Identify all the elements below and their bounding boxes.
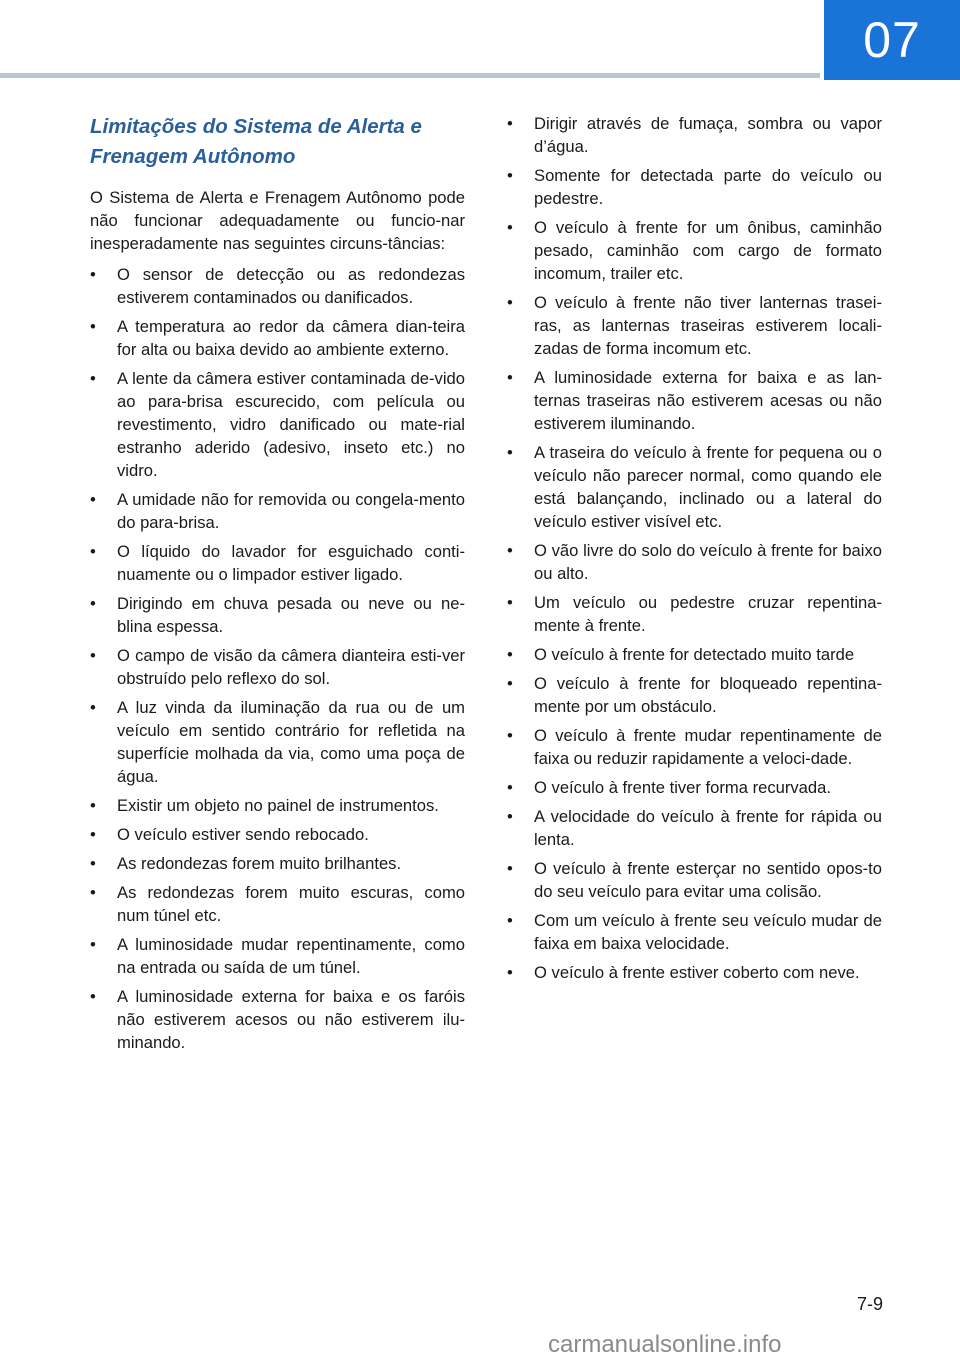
chapter-tab — [824, 0, 960, 80]
bullet-icon: • — [507, 645, 513, 664]
bullet-icon: • — [90, 883, 96, 902]
chapter-number: 07 — [863, 12, 921, 68]
bullet-icon: • — [507, 593, 513, 612]
list-item: • O veículo à frente for detectado muito tarde — [507, 645, 855, 664]
list-item: • O veículo à frente for um ônibus, caminhão pesado, caminhão com cargo de formato incomum, trailer etc. — [507, 218, 882, 283]
list-item: • Somente for detectada parte do veículo ou pedestre. — [507, 166, 882, 208]
left-column — [90, 112, 465, 1060]
list-item: • A umidade não for removida ou congela-mento do para-brisa. — [90, 490, 465, 532]
bullet-icon: • — [90, 490, 96, 509]
list-item: • A luminosidade externa for baixa e os faróis não estiverem acesos ou não estiverem ilu-minando. — [90, 987, 465, 1052]
right-column — [507, 112, 882, 990]
list-item: • O veículo à frente tiver forma recurvada. — [507, 778, 831, 797]
list-item: • A temperatura ao redor da câmera dian-teira for alta ou baixa devido ao ambiente externo. — [90, 317, 465, 359]
bullet-icon: • — [90, 542, 96, 561]
bullet-icon: • — [507, 218, 513, 237]
bullet-icon: • — [507, 368, 513, 387]
bullet-icon: • — [90, 825, 96, 844]
list-item: • Existir um objeto no painel de instrumentos. — [90, 796, 439, 815]
bullet-icon: • — [90, 987, 96, 1006]
bullet-icon: • — [90, 854, 96, 873]
bullet-icon: • — [507, 778, 513, 797]
list-item: • O veículo estiver sendo rebocado. — [90, 825, 369, 844]
list-item: • A velocidade do veículo à frente for rápida ou lenta. — [507, 807, 882, 849]
bullet-icon: • — [90, 317, 96, 336]
list-item: • O veículo à frente for bloqueado repentina-mente por um obstáculo. — [507, 674, 882, 716]
page-number: 7-9 — [857, 1294, 884, 1314]
bullet-icon: • — [507, 443, 513, 462]
list-item: • O veículo à frente esterçar no sentido opos-to do seu veículo para evitar uma colisão. — [507, 859, 882, 901]
list-item: • O campo de visão da câmera dianteira esti-ver obstruído pelo reflexo do sol. — [90, 646, 465, 688]
list-item: • O sensor de detecção ou as redondezas estiverem contaminados ou danificados. — [90, 265, 465, 307]
bullet-icon: • — [90, 646, 96, 665]
bullet-icon: • — [90, 935, 96, 954]
section-title: Limitações do Sistema de Alerta e Frenagem Autônomo — [90, 115, 422, 168]
bullet-icon: • — [90, 698, 96, 717]
bullet-icon: • — [507, 807, 513, 826]
bullet-icon: • — [90, 796, 96, 815]
left-bullet-list — [90, 263, 465, 1054]
list-item: • As redondezas forem muito escuras, como num túnel etc. — [90, 883, 465, 925]
intro-paragraph: O Sistema de Alerta e Frenagem Autônomo pode não funcionar adequadamente ou funcio-nar inesperadamente nas seguintes circuns-tâncias: — [90, 188, 465, 253]
list-item: • O líquido do lavador for esguichado conti-nuamente ou o limpador estiver ligado. — [90, 542, 465, 584]
list-item: • O vão livre do solo do veículo à frente for baixo ou alto. — [507, 541, 882, 583]
bullet-icon: • — [90, 265, 96, 284]
list-item: • Com um veículo à frente seu veículo mudar de faixa em baixa velocidade. — [507, 911, 882, 953]
bullet-icon: • — [507, 541, 513, 560]
list-item: • Dirigir através de fumaça, sombra ou vapor d’água. — [507, 114, 882, 156]
list-item: • A luminosidade externa for baixa e as lan-ternas traseiras não estiverem acesas ou não estiverem iluminando. — [507, 368, 882, 433]
list-item: • A luz vinda da iluminação da rua ou de um veículo em sentido contrário for refletida na superfície molhada da via, como uma poça de água. — [90, 698, 465, 786]
bullet-icon: • — [507, 859, 513, 878]
bullet-icon: • — [90, 369, 96, 388]
list-item: • A lente da câmera estiver contaminada de-vido ao para-brisa escurecido, com película ou revestimento, vidro danificado ou mate-rial estranho aderido (adesivo, inseto etc.) no vidro. — [90, 369, 465, 480]
list-item: • O veículo à frente estiver coberto com neve. — [507, 963, 860, 982]
bullet-icon: • — [507, 674, 513, 693]
bullet-icon: • — [507, 293, 513, 312]
header-rule — [0, 73, 820, 78]
bullet-icon: • — [507, 726, 513, 745]
right-bullet-list — [507, 112, 882, 984]
list-item: • A luminosidade mudar repentinamente, como na entrada ou saída de um túnel. — [90, 935, 465, 977]
list-item: • O veículo à frente mudar repentinamente de faixa ou reduzir rapidamente a veloci-dade. — [507, 726, 882, 768]
bullet-icon: • — [507, 166, 513, 185]
list-item: • A traseira do veículo à frente for pequena ou o veículo não parecer normal, como quando ele está balançando, inclinado ou a lateral do veículo estiver visível etc. — [507, 443, 882, 531]
bullet-icon: • — [90, 594, 96, 613]
list-item: • Um veículo ou pedestre cruzar repentina-mente à frente. — [507, 593, 882, 635]
list-item: • O veículo à frente não tiver lanternas trasei-ras, as lanternas traseiras estiverem locali-zadas de forma incomum etc. — [507, 293, 882, 358]
bullet-icon: • — [507, 114, 513, 133]
bullet-icon: • — [507, 963, 513, 982]
watermark: carmanualsonline.info — [548, 1331, 782, 1358]
list-item: • As redondezas forem muito brilhantes. — [90, 854, 402, 873]
list-item: • Dirigindo em chuva pesada ou neve ou ne-blina espessa. — [90, 594, 465, 636]
bullet-icon: • — [507, 911, 513, 930]
